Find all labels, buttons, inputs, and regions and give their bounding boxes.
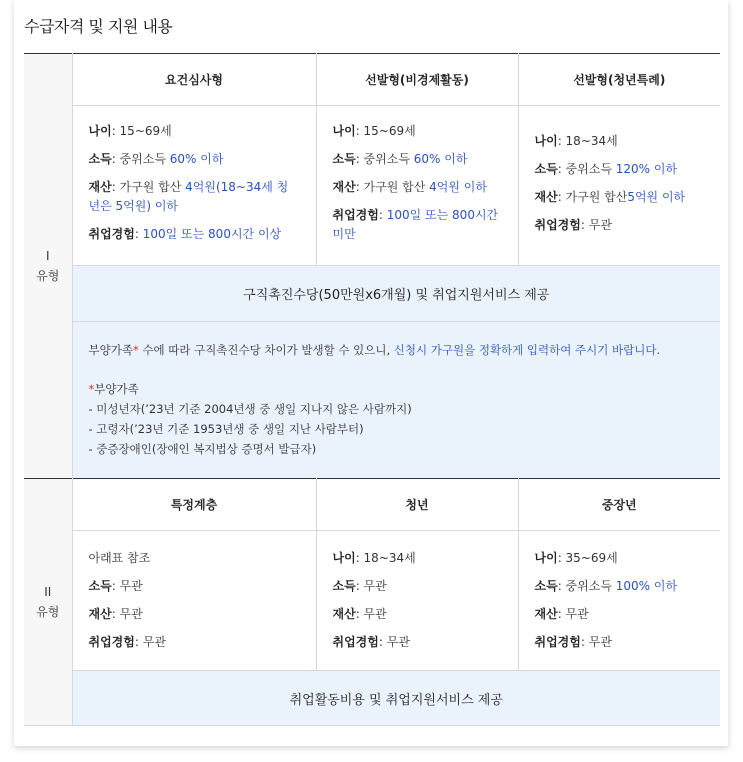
type1-roman: I [45,249,50,263]
notice-paragraph [89,340,705,360]
criteria-line [535,577,705,596]
criteria-value: 아래표 참조 [88,551,151,565]
criteria-key: 재산 [332,180,356,194]
criteria-key: 나이 [88,124,112,138]
criteria-line [535,132,705,151]
criteria-line [535,160,705,179]
type1-header-row [24,54,720,106]
criteria-line [535,188,705,207]
criteria-value: : 무관 [580,635,612,649]
criteria-value: : 18~34세 [355,551,416,565]
type1-criteria-col2 [316,106,518,266]
criteria-line [89,150,300,169]
definition-title: 부양가족 [94,382,139,396]
notice-star: * [132,343,139,357]
criteria-highlight: 100% 이하 [615,579,678,593]
criteria-line [89,549,300,568]
criteria-key: 재산 [332,607,356,621]
criteria-key: 재산 [534,607,558,621]
type2-row-label [24,479,72,726]
criteria-line [89,577,300,596]
criteria-line [333,577,502,596]
type1-notice [72,322,720,479]
criteria-key: 나이 [534,551,558,565]
criteria-value: : 무관 [134,635,166,649]
type1-col-header-1: 요건심사형 [72,54,316,106]
section-title: 수급자격 및 지원 내용 [24,17,173,36]
criteria-line [89,225,300,244]
criteria-highlight: 120% 이하 [615,162,678,176]
criteria-value: : 중위소득 [355,152,414,166]
criteria-value: : 가구원 합산 [557,190,628,204]
criteria-value: : 무관 [355,607,387,621]
criteria-line [535,605,705,624]
criteria-key: 나이 [534,134,558,148]
criteria-line [333,178,502,197]
criteria-key: 취업경험 [332,635,379,649]
type1-criteria-row [24,106,720,266]
type1-criteria-col3 [518,106,720,266]
type1-benefit-row [24,266,720,322]
criteria-key: 소득 [534,579,558,593]
criteria-value: : 무관 [580,218,612,232]
criteria-line [535,216,705,235]
criteria-value: : [134,227,143,241]
type1-col-header-2: 선발형(비경제활동) [316,54,518,106]
type2-benefit-row [24,671,720,726]
criteria-key: 소득 [534,162,558,176]
type1-criteria-col1 [72,106,316,266]
criteria-key: 취업경험 [534,635,581,649]
criteria-key: 소득 [88,579,112,593]
type1-label-text: 유형 [36,269,60,283]
criteria-key: 소득 [332,152,356,166]
criteria-key: 나이 [332,551,356,565]
eligibility-card [14,0,728,746]
criteria-line [89,178,300,216]
criteria-line [333,122,502,141]
definition-item: - 미성년자(’23년 기준 2004년생 중 생일 지나지 않은 사람까지) [88,402,412,416]
criteria-line [333,549,502,568]
type2-roman: II [44,585,52,599]
criteria-key: 취업경험 [534,218,581,232]
notice-text: 수에 따라 구직촉진수당 차이가 발생할 수 있으니, [142,343,394,357]
type2-criteria-col2 [316,531,518,671]
criteria-key: 재산 [534,190,558,204]
criteria-value: : 가구원 합산 [111,180,186,194]
criteria-line [333,206,502,244]
type2-criteria-col1 [72,531,316,671]
criteria-value: : [378,208,387,222]
criteria-highlight: 5억원 이하 [627,190,686,204]
criteria-value: : 중위소득 [111,152,170,166]
criteria-value: : 중위소득 [557,579,616,593]
criteria-highlight: 100일 또는 800시간 이상 [142,227,282,241]
eligibility-table [24,53,720,726]
notice-highlight: 신청시 가구원을 정확하게 입력하여 주시기 바랍니다. [393,343,661,357]
criteria-highlight: 100일 또는 800시간 미만 [332,208,499,241]
criteria-key: 재산 [88,180,112,194]
type2-label-text: 유형 [36,605,60,619]
type2-col-header-2: 청년 [316,479,518,531]
definition-star: * [88,382,95,396]
criteria-value: : 무관 [111,607,143,621]
criteria-value: : 35~69세 [557,551,618,565]
criteria-value: : 가구원 합산 [355,180,430,194]
type2-benefit: 취업활동비용 및 취업지원서비스 제공 [72,671,720,726]
type1-notice-row [24,322,720,479]
criteria-value: : 무관 [378,635,410,649]
criteria-line [89,122,300,141]
type2-criteria-col3 [518,531,720,671]
type2-criteria-row [24,531,720,671]
criteria-value: : 중위소득 [557,162,616,176]
criteria-line [89,633,300,652]
type1-row-label [24,54,72,479]
criteria-line [535,633,705,652]
criteria-highlight: 60% 이하 [413,152,468,166]
criteria-key: 소득 [332,579,356,593]
criteria-key: 취업경험 [88,635,135,649]
criteria-value: : 18~34세 [557,134,618,148]
type2-col-header-1: 특정계층 [72,479,316,531]
criteria-key: 소득 [88,152,112,166]
criteria-highlight: 4억원(18~34세 청년은 5억원) 이하 [88,180,289,213]
criteria-key: 취업경험 [88,227,135,241]
criteria-value: : 무관 [111,579,143,593]
criteria-value: : 15~69세 [111,124,172,138]
type1-col-header-3: 선발형(청년특례) [518,54,720,106]
criteria-line [333,633,502,652]
type2-header-row [24,479,720,531]
criteria-key: 재산 [88,607,112,621]
criteria-value: : 15~69세 [355,124,416,138]
definition-item: - 고령자(’23년 기준 1953년생 중 생일 지난 사람부터) [88,422,364,436]
criteria-value: : 무관 [557,607,589,621]
type2-col-header-3: 중장년 [518,479,720,531]
criteria-highlight: 60% 이하 [169,152,224,166]
criteria-line [535,549,705,568]
criteria-value: : 무관 [355,579,387,593]
notice-definition-title [89,379,705,399]
criteria-key: 나이 [332,124,356,138]
criteria-key: 취업경험 [332,208,379,222]
criteria-line [333,605,502,624]
criteria-line [333,150,502,169]
criteria-highlight: 4억원 이하 [429,180,487,194]
definition-item: - 중증장애인(장애인 복지법상 증명서 발급자) [88,442,317,456]
notice-dependents: 부양가족 [88,343,133,357]
criteria-line [89,605,300,624]
type1-benefit: 구직촉진수당(50만원x6개월) 및 취업지원서비스 제공 [72,266,720,322]
